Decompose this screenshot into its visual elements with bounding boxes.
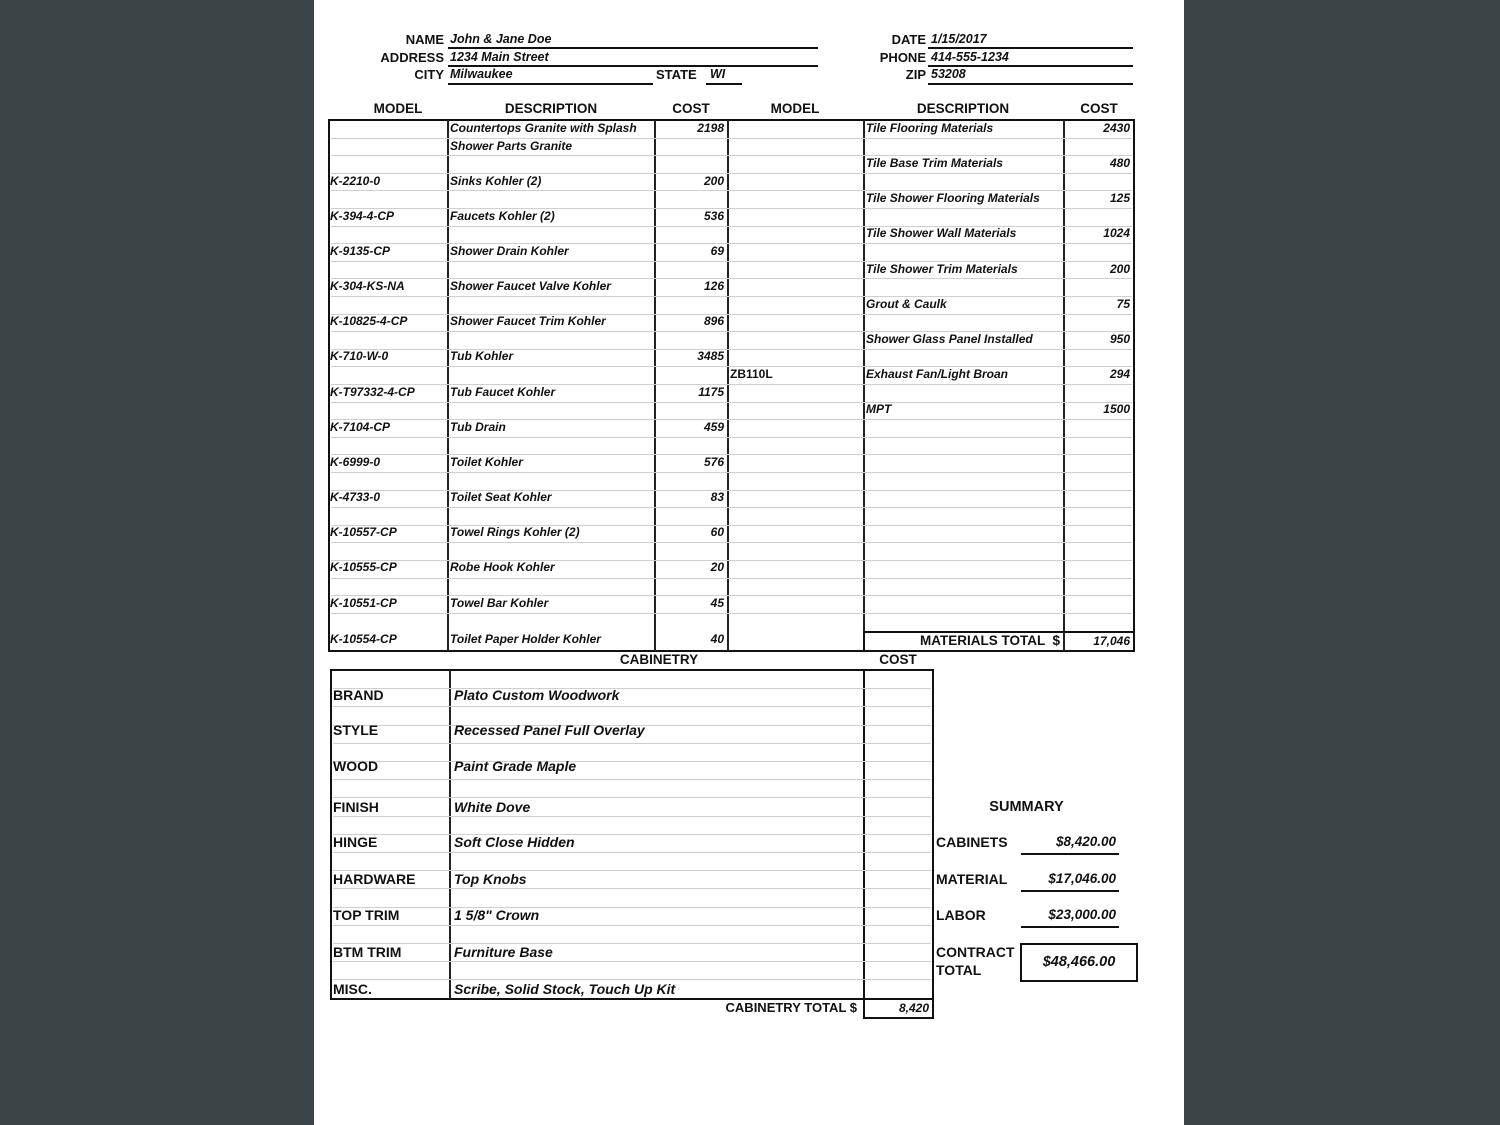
cabinetry-row-value: Scribe, Solid Stock, Touch Up Kit [454,981,676,997]
underline [1021,926,1119,928]
cabinetry-rule-line [333,706,931,707]
item-description: Shower Parts Granite [450,139,573,153]
divider [727,120,729,651]
col-header-cost: COST [672,101,710,116]
zip-underline [928,83,1133,85]
underline [1021,853,1119,855]
item-cost: 536 [703,209,724,223]
item-cost: 200 [703,174,724,188]
cabinetry-row-label: MISC. [333,981,372,997]
cabinetry-rule-line [333,943,931,944]
table-rule-line [331,542,1132,543]
col-header-cost-2: COST [1080,101,1118,116]
item-description: Tile Base Trim Materials [866,156,1003,170]
item-description: Tile Flooring Materials [866,121,994,135]
item-model: K-10554-CP [330,632,397,646]
item-description: Shower Drain Kohler [450,244,569,258]
item-cost: 45 [710,596,724,610]
cabinetry-row-label: BRAND [333,687,384,703]
city-underline [448,83,653,85]
col-header-description-2: DESCRIPTION [916,101,1010,116]
item-cost: 1175 [698,385,724,399]
summary-title: SUMMARY [989,799,1064,815]
item-description: Grout & Caulk [866,297,947,311]
cabinetry-rule-line [333,761,931,762]
city-value: Milwaukee [450,67,513,81]
item-description: Shower Faucet Valve Kohler [450,279,611,293]
cabinetry-rule-line [333,834,931,835]
item-description: Tile Shower Trim Materials [866,262,1018,276]
item-description: Countertops Granite with Splash [450,121,637,135]
item-description: MPT [866,402,892,416]
item-model: K-7104-CP [330,420,391,434]
cabinetry-rule-line [333,688,931,689]
item-cost: 294 [1109,367,1130,381]
date-label: DATE [891,32,926,47]
item-model: K-394-4-CP [330,209,395,223]
cabinetry-row-value: Top Knobs [454,871,527,887]
table-rule-line [331,472,1132,473]
item-cost: 480 [1109,156,1130,170]
item-description: Tile Shower Flooring Materials [866,191,1040,205]
table-rule-line [331,507,1132,508]
cabinetry-row-label: STYLE [333,722,379,738]
item-cost: 2198 [697,121,724,135]
item-description: Faucets Kohler (2) [450,209,555,223]
item-cost: 125 [1109,191,1130,205]
item-cost: 2430 [1103,121,1130,135]
cabinetry-row-label: WOOD [333,758,379,774]
date-underline [928,47,1133,49]
cabinetry-row-label: HINGE [333,834,378,850]
item-cost: 75 [1116,297,1130,311]
cabinetry-row-label: BTM TRIM [333,944,402,960]
table-rule-line [331,437,1132,438]
summary-material-value: $17,046.00 [1048,871,1116,886]
zip-label: ZIP [905,67,926,82]
cabinetry-row-value: Plato Custom Woodwork [454,687,620,703]
item-cost: 576 [703,455,724,469]
cabinetry-rule-line [333,925,931,926]
cabinetry-rule-line [333,961,931,962]
summary-contract-value: $48,466.00 [1042,954,1116,970]
cabinetry-total-value: 8,420 [898,1001,929,1015]
cabinetry-cost-column [863,669,934,1019]
item-description: Sinks Kohler (2) [450,174,542,188]
item-cost: 40 [710,632,724,646]
phone-value: 414-555-1234 [931,50,1009,64]
summary-labor-label: LABOR [936,907,986,923]
summary-cabinets-label: CABINETS [936,834,1008,850]
cabinetry-rule-line [333,907,931,908]
item-model: K-9135-CP [330,244,391,258]
cabinetry-row-label: TOP TRIM [333,907,400,923]
item-cost: 896 [703,314,724,328]
item-description: Towel Bar Kohler [450,596,549,610]
address-label: ADDRESS [380,50,444,65]
cabinetry-row-value: White Dove [454,799,531,815]
item-cost: 60 [710,525,724,539]
item-description: Toilet Seat Kohler [450,490,552,504]
document-page [314,0,1184,1125]
materials-total-label: MATERIALS TOTAL $ [919,633,1060,648]
cabinetry-total-label: CABINETRY TOTAL $ [725,1000,857,1015]
state-underline [706,83,742,85]
summary-contract-label-2: TOTAL [936,962,982,978]
table-rule-line [331,613,1132,614]
item-cost: 20 [710,560,724,574]
name-value: John & Jane Doe [450,32,552,46]
cabinetry-rule-line [333,888,931,889]
item-model: K-6999-0 [330,455,381,469]
name-underline [448,47,818,49]
item-description: Tub Drain [450,420,506,434]
col-header-model-2: MODEL [770,101,820,116]
cabinetry-rule-line [333,870,931,871]
table-rule-line [331,578,1132,579]
divider [1063,632,1065,651]
item-cost: 459 [703,420,724,434]
phone-label: PHONE [879,50,926,65]
item-model: K-T97332-4-CP [330,385,415,399]
name-label: NAME [405,32,444,47]
item-description: Towel Rings Kohler (2) [450,525,580,539]
item-cost: 200 [1109,262,1130,276]
item-model: K-10825-4-CP [330,314,408,328]
cabinetry-cost-header: COST [879,652,917,667]
item-cost: 1500 [1103,402,1130,416]
item-description: Robe Hook Kohler [450,560,555,574]
cabinetry-title: CABINETRY [619,652,699,667]
item-description: Toilet Kohler [450,455,523,469]
col-header-description: DESCRIPTION [504,101,598,116]
item-description: Exhaust Fan/Light Broan [866,367,1009,381]
materials-total-value: 17,046 [1093,634,1130,648]
item-description: Shower Faucet Trim Kohler [450,314,606,328]
city-label: CITY [414,67,444,82]
item-cost: 3485 [697,349,724,363]
item-description: Toilet Paper Holder Kohler [450,632,601,646]
address-value: 1234 Main Street [450,50,549,64]
item-model: K-4733-0 [330,490,381,504]
item-cost: 69 [710,244,724,258]
cabinetry-rule-line [333,852,931,853]
item-description: Tile Shower Wall Materials [866,226,1017,240]
item-model: K-710-W-0 [330,349,389,363]
item-model: K-10557-CP [330,525,397,539]
item-cost: 1024 [1103,226,1130,240]
cabinetry-rule-line [333,779,931,780]
divider [447,120,449,651]
item-model: K-2210-0 [330,174,381,188]
state-label: STATE [656,67,697,82]
cabinetry-row-label: HARDWARE [333,871,416,887]
cabinetry-row-value: Furniture Base [454,944,553,960]
summary-labor-value: $23,000.00 [1048,907,1116,922]
cabinetry-row-label: FINISH [333,799,379,815]
cabinetry-row-value: Recessed Panel Full Overlay [454,722,645,738]
cabinetry-rule-line [333,816,931,817]
cabinetry-row-value: Paint Grade Maple [454,758,577,774]
item-model: K-304-KS-NA [330,279,405,293]
item-cost: 83 [710,490,724,504]
item-cost: 950 [1109,332,1130,346]
item-description: Shower Glass Panel Installed [866,332,1033,346]
cabinetry-rule-line [333,797,931,798]
item-description: Tub Kohler [450,349,514,363]
summary-material-label: MATERIAL [936,871,1008,887]
divider [863,120,865,651]
underline [1021,890,1119,892]
item-cost: 126 [703,279,724,293]
summary-cabinets-value: $8,420.00 [1055,834,1116,849]
col-header-model: MODEL [373,101,423,116]
item-model: K-10551-CP [330,596,397,610]
summary-contract-label: CONTRACT [936,944,1015,960]
date-value: 1/15/2017 [931,32,987,46]
item-model: ZB110L [730,367,773,381]
zip-value: 53208 [931,67,966,81]
item-description: Tub Faucet Kohler [450,385,556,399]
cabinetry-row-value: 1 5/8" Crown [454,907,540,923]
item-model: K-10555-CP [330,560,397,574]
state-value: WI [710,67,726,81]
cabinetry-rule-line [333,743,931,744]
cabinetry-row-value: Soft Close Hidden [454,834,575,850]
